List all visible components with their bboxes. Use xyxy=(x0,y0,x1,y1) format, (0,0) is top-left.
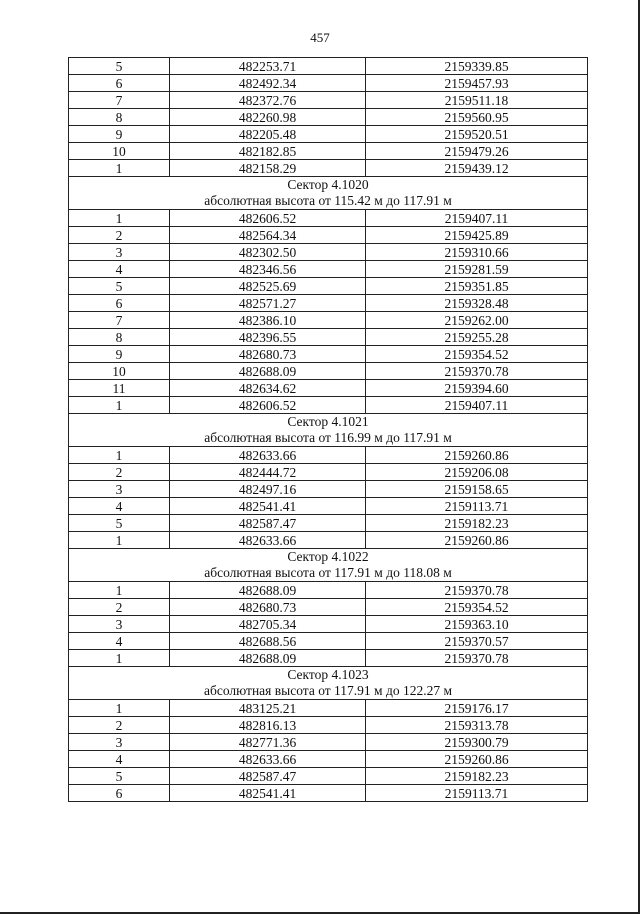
y-coordinate-cell: 2159300.79 xyxy=(366,734,588,751)
point-number-cell: 1 xyxy=(69,160,170,177)
point-number-cell: 5 xyxy=(69,515,170,532)
y-coordinate-cell: 2159354.52 xyxy=(366,346,588,363)
point-number-cell: 1 xyxy=(69,700,170,717)
point-number-cell: 1 xyxy=(69,582,170,599)
point-number-cell: 4 xyxy=(69,261,170,278)
table-row xyxy=(69,109,588,126)
x-coordinate-cell: 482571.27 xyxy=(170,295,366,312)
x-coordinate-cell: 482386.10 xyxy=(170,312,366,329)
point-number-cell: 1 xyxy=(69,397,170,414)
table-row xyxy=(69,75,588,92)
table-row xyxy=(69,261,588,278)
table-row xyxy=(69,397,588,414)
point-number-cell: 6 xyxy=(69,785,170,802)
y-coordinate-cell: 2159439.12 xyxy=(366,160,588,177)
sector-title: Сектор 4.1022 xyxy=(287,549,369,564)
y-coordinate-cell: 2159113.71 xyxy=(366,498,588,515)
x-coordinate-cell: 482182.85 xyxy=(170,143,366,160)
y-coordinate-cell: 2159370.78 xyxy=(366,650,588,667)
point-number-cell: 1 xyxy=(69,532,170,549)
point-number-cell: 10 xyxy=(69,143,170,160)
y-coordinate-cell: 2159407.11 xyxy=(366,397,588,414)
table-row xyxy=(69,582,588,599)
x-coordinate-cell: 482606.52 xyxy=(170,210,366,227)
x-coordinate-cell: 482396.55 xyxy=(170,329,366,346)
table-row xyxy=(69,498,588,515)
table-row xyxy=(69,143,588,160)
sector-header-row xyxy=(69,414,588,447)
sector-title: Сектор 4.1023 xyxy=(287,667,369,682)
table-row xyxy=(69,481,588,498)
point-number-cell: 4 xyxy=(69,633,170,650)
point-number-cell: 4 xyxy=(69,498,170,515)
point-number-cell: 3 xyxy=(69,616,170,633)
sector-header-row xyxy=(69,177,588,210)
x-coordinate-cell: 482771.36 xyxy=(170,734,366,751)
point-number-cell: 8 xyxy=(69,329,170,346)
sector-title: Сектор 4.1020 xyxy=(287,177,369,192)
x-coordinate-cell: 482492.34 xyxy=(170,75,366,92)
point-number-cell: 9 xyxy=(69,126,170,143)
x-coordinate-cell: 482260.98 xyxy=(170,109,366,126)
table-row xyxy=(69,633,588,650)
table-row xyxy=(69,532,588,549)
x-coordinate-cell: 482633.66 xyxy=(170,751,366,768)
y-coordinate-cell: 2159479.26 xyxy=(366,143,588,160)
y-coordinate-cell: 2159182.23 xyxy=(366,515,588,532)
y-coordinate-cell: 2159158.65 xyxy=(366,481,588,498)
table-row xyxy=(69,346,588,363)
point-number-cell: 7 xyxy=(69,312,170,329)
coordinates-table xyxy=(68,57,588,802)
point-number-cell: 9 xyxy=(69,346,170,363)
y-coordinate-cell: 2159176.17 xyxy=(366,700,588,717)
y-coordinate-cell: 2159260.86 xyxy=(366,751,588,768)
page-number: 457 xyxy=(310,30,330,45)
y-coordinate-cell: 2159281.59 xyxy=(366,261,588,278)
y-coordinate-cell: 2159339.85 xyxy=(366,58,588,75)
x-coordinate-cell: 482688.09 xyxy=(170,650,366,667)
y-coordinate-cell: 2159425.89 xyxy=(366,227,588,244)
x-coordinate-cell: 482688.56 xyxy=(170,633,366,650)
x-coordinate-cell: 482634.62 xyxy=(170,380,366,397)
sector-altitude: абсолютная высота от 117.91 м до 122.27 м xyxy=(203,683,452,698)
table-row xyxy=(69,734,588,751)
x-coordinate-cell: 482587.47 xyxy=(170,515,366,532)
point-number-cell: 5 xyxy=(69,278,170,295)
y-coordinate-cell: 2159260.86 xyxy=(366,447,588,464)
x-coordinate-cell: 482525.69 xyxy=(170,278,366,295)
sector-header xyxy=(69,549,588,582)
x-coordinate-cell: 482688.09 xyxy=(170,582,366,599)
y-coordinate-cell: 2159370.57 xyxy=(366,633,588,650)
table-row xyxy=(69,650,588,667)
y-coordinate-cell: 2159407.11 xyxy=(366,210,588,227)
y-coordinate-cell: 2159255.28 xyxy=(366,329,588,346)
point-number-cell: 1 xyxy=(69,447,170,464)
point-number-cell: 6 xyxy=(69,75,170,92)
table-row xyxy=(69,58,588,75)
table-row xyxy=(69,768,588,785)
y-coordinate-cell: 2159370.78 xyxy=(366,582,588,599)
point-number-cell: 5 xyxy=(69,58,170,75)
sector-header xyxy=(69,177,588,210)
x-coordinate-cell: 482680.73 xyxy=(170,599,366,616)
sector-header xyxy=(69,667,588,700)
x-coordinate-cell: 482158.29 xyxy=(170,160,366,177)
sector-title: Сектор 4.1021 xyxy=(287,414,369,429)
sector-header-row xyxy=(69,667,588,700)
y-coordinate-cell: 2159511.18 xyxy=(366,92,588,109)
y-coordinate-cell: 2159182.23 xyxy=(366,768,588,785)
sector-altitude: абсолютная высота от 117.91 м до 118.08 м xyxy=(204,565,452,580)
x-coordinate-cell: 482372.76 xyxy=(170,92,366,109)
table-row xyxy=(69,312,588,329)
x-coordinate-cell: 482444.72 xyxy=(170,464,366,481)
x-coordinate-cell: 482688.09 xyxy=(170,363,366,380)
table-row xyxy=(69,295,588,312)
x-coordinate-cell: 482680.73 xyxy=(170,346,366,363)
point-number-cell: 2 xyxy=(69,717,170,734)
y-coordinate-cell: 2159560.95 xyxy=(366,109,588,126)
y-coordinate-cell: 2159363.10 xyxy=(366,616,588,633)
point-number-cell: 3 xyxy=(69,734,170,751)
point-number-cell: 6 xyxy=(69,295,170,312)
point-number-cell: 8 xyxy=(69,109,170,126)
point-number-cell: 1 xyxy=(69,210,170,227)
table-row xyxy=(69,380,588,397)
y-coordinate-cell: 2159370.78 xyxy=(366,363,588,380)
y-coordinate-cell: 2159520.51 xyxy=(366,126,588,143)
y-coordinate-cell: 2159113.71 xyxy=(366,785,588,802)
table-row xyxy=(69,616,588,633)
sector-altitude: абсолютная высота от 116.99 м до 117.91 м xyxy=(204,430,452,445)
sector-altitude: абсолютная высота от 115.42 м до 117.91 м xyxy=(204,193,452,208)
point-number-cell: 2 xyxy=(69,464,170,481)
x-coordinate-cell: 482633.66 xyxy=(170,532,366,549)
y-coordinate-cell: 2159328.48 xyxy=(366,295,588,312)
x-coordinate-cell: 482587.47 xyxy=(170,768,366,785)
table-row xyxy=(69,126,588,143)
x-coordinate-cell: 482541.41 xyxy=(170,498,366,515)
table-row xyxy=(69,464,588,481)
x-coordinate-cell: 482253.71 xyxy=(170,58,366,75)
y-coordinate-cell: 2159354.52 xyxy=(366,599,588,616)
point-number-cell: 4 xyxy=(69,751,170,768)
point-number-cell: 2 xyxy=(69,227,170,244)
x-coordinate-cell: 482606.52 xyxy=(170,397,366,414)
table-row xyxy=(69,227,588,244)
point-number-cell: 7 xyxy=(69,92,170,109)
x-coordinate-cell: 482346.56 xyxy=(170,261,366,278)
point-number-cell: 10 xyxy=(69,363,170,380)
coordinates-table-body xyxy=(69,58,588,802)
x-coordinate-cell: 482205.48 xyxy=(170,126,366,143)
table-row xyxy=(69,751,588,768)
table-row xyxy=(69,244,588,261)
table-row xyxy=(69,160,588,177)
x-coordinate-cell: 482705.34 xyxy=(170,616,366,633)
y-coordinate-cell: 2159351.85 xyxy=(366,278,588,295)
table-row xyxy=(69,363,588,380)
x-coordinate-cell: 482302.50 xyxy=(170,244,366,261)
y-coordinate-cell: 2159394.60 xyxy=(366,380,588,397)
table-row xyxy=(69,92,588,109)
point-number-cell: 11 xyxy=(69,380,170,397)
x-coordinate-cell: 483125.21 xyxy=(170,700,366,717)
point-number-cell: 2 xyxy=(69,599,170,616)
point-number-cell: 3 xyxy=(69,481,170,498)
table-row xyxy=(69,599,588,616)
y-coordinate-cell: 2159262.00 xyxy=(366,312,588,329)
table-row xyxy=(69,717,588,734)
table-row xyxy=(69,447,588,464)
table-row xyxy=(69,785,588,802)
table-row xyxy=(69,329,588,346)
point-number-cell: 3 xyxy=(69,244,170,261)
y-coordinate-cell: 2159313.78 xyxy=(366,717,588,734)
table-row xyxy=(69,210,588,227)
y-coordinate-cell: 2159457.93 xyxy=(366,75,588,92)
table-row xyxy=(69,515,588,532)
x-coordinate-cell: 482816.13 xyxy=(170,717,366,734)
table-row xyxy=(69,700,588,717)
table-row xyxy=(69,278,588,295)
x-coordinate-cell: 482497.16 xyxy=(170,481,366,498)
y-coordinate-cell: 2159310.66 xyxy=(366,244,588,261)
sector-header xyxy=(69,414,588,447)
x-coordinate-cell: 482564.34 xyxy=(170,227,366,244)
x-coordinate-cell: 482541.41 xyxy=(170,785,366,802)
y-coordinate-cell: 2159260.86 xyxy=(366,532,588,549)
sector-header-row xyxy=(69,549,588,582)
point-number-cell: 5 xyxy=(69,768,170,785)
x-coordinate-cell: 482633.66 xyxy=(170,447,366,464)
y-coordinate-cell: 2159206.08 xyxy=(366,464,588,481)
point-number-cell: 1 xyxy=(69,650,170,667)
